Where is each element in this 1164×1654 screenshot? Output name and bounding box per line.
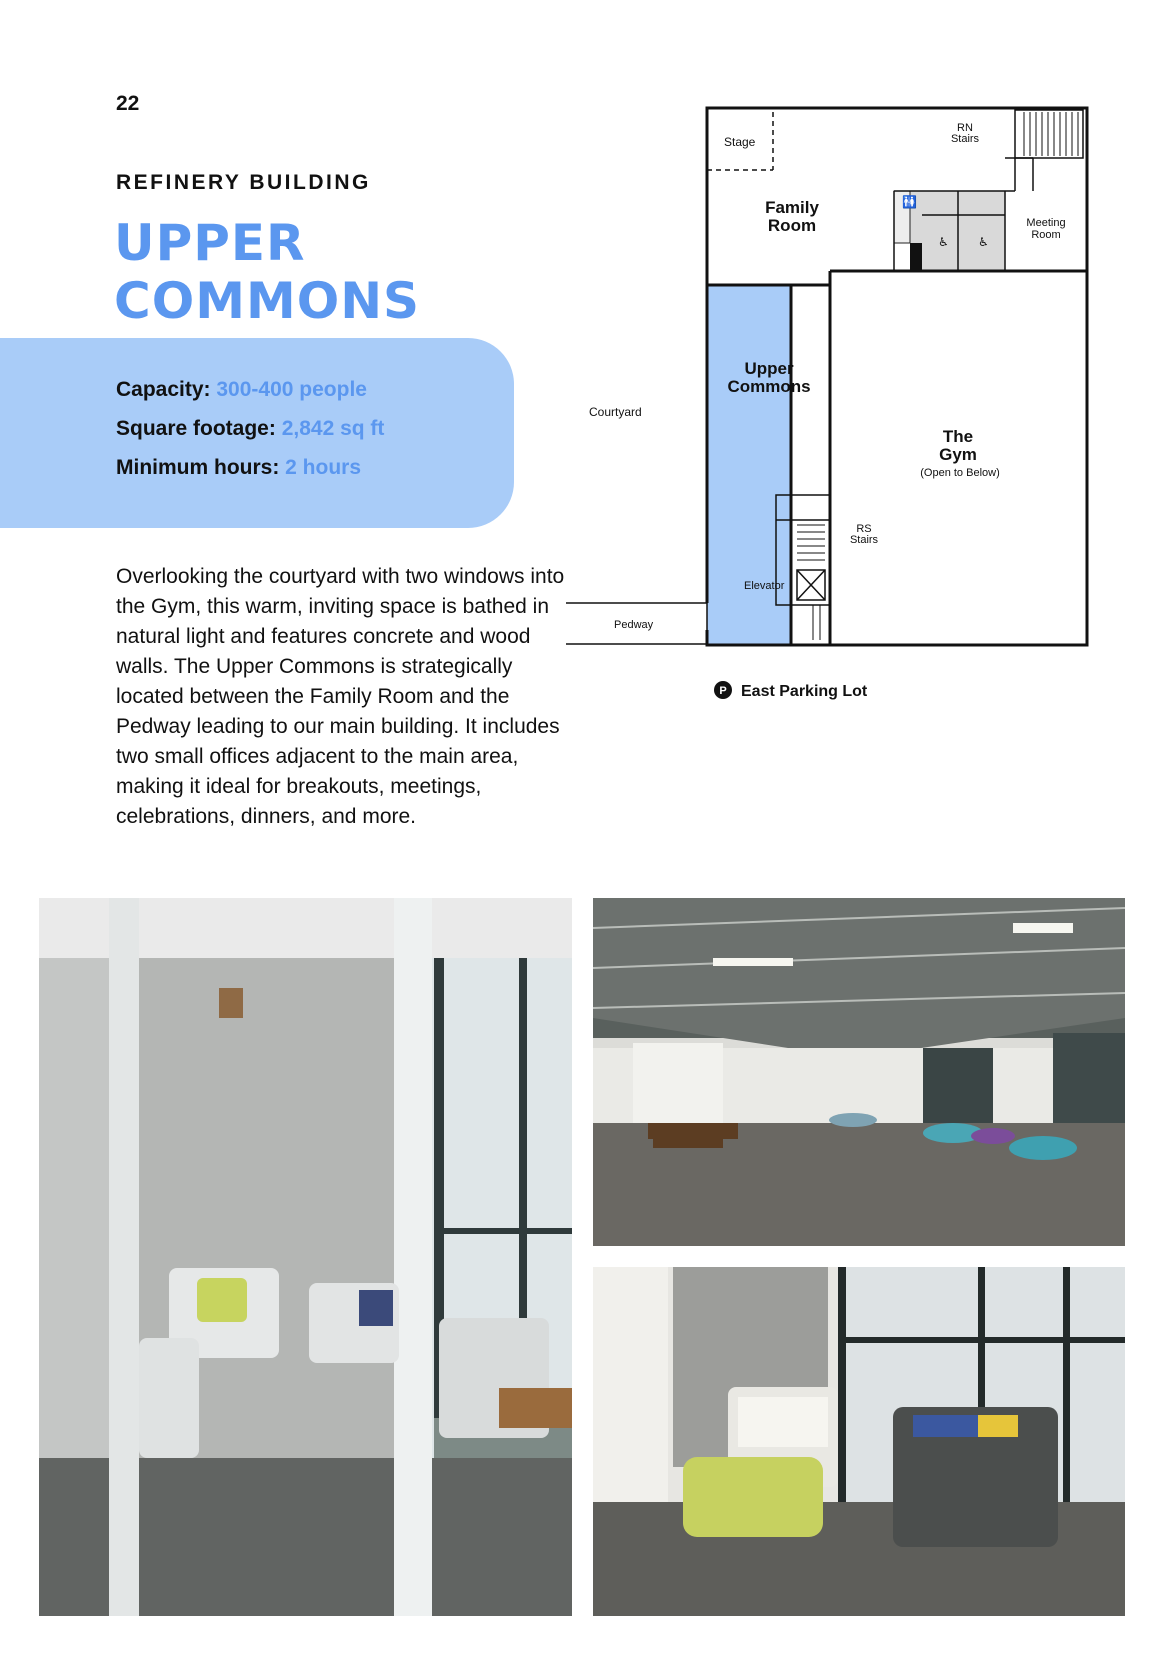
hours-value: 2 hours <box>285 456 362 479</box>
accessible-icon: ♿ <box>978 235 989 249</box>
floor-plan <box>560 100 1100 710</box>
label-rn-stairs-1: RN <box>957 122 973 134</box>
lounge-seating-photo <box>593 1267 1125 1616</box>
label-gym-note: (Open to Below) <box>920 467 1000 479</box>
page-number: 22 <box>116 92 140 115</box>
page-title <box>114 214 554 330</box>
label-family-room-1: Family <box>765 198 819 217</box>
parking-badge: P <box>719 685 727 697</box>
restroom-black-wall <box>910 243 922 271</box>
hours-row <box>116 456 361 480</box>
sqft-label: Square footage: <box>116 417 276 440</box>
upper-commons-hall-photo <box>593 898 1125 1246</box>
accessible-icon: ♿ <box>938 235 949 249</box>
title-line-2: COMMONS <box>114 272 421 330</box>
label-stage: Stage <box>724 135 756 149</box>
label-rs-stairs-1: RS <box>856 523 872 535</box>
office-lounge-photo <box>39 898 572 1616</box>
restroom-icon: 🚻 <box>902 195 917 209</box>
hours-label: Minimum hours: <box>116 456 280 479</box>
parking-label: East Parking Lot <box>741 683 868 700</box>
label-gym-2: Gym <box>939 445 977 464</box>
label-pedway: Pedway <box>614 619 654 631</box>
label-courtyard: Courtyard <box>589 405 642 419</box>
label-upper-commons-2: Commons <box>727 377 811 396</box>
label-upper-commons-1: Upper <box>744 359 794 378</box>
label-meeting-room-1: Meeting <box>1026 217 1066 229</box>
label-meeting-room-2: Room <box>1031 229 1061 241</box>
label-rn-stairs-2: Stairs <box>950 133 980 145</box>
label-elevator: Elevator <box>744 580 785 592</box>
label-gym-1: The <box>942 427 974 446</box>
label-rs-stairs-2: Stairs <box>849 534 879 546</box>
capacity-label: Capacity: <box>116 378 211 401</box>
description-paragraph: Overlooking the courtyard with two windows into the Gym, this warm, inviting space is bathed in natural light and features concrete and wood walls. The Upper Commons is strategically located between the Family Room and the Pedway leading to our main building. It includes two small offices adjacent to the main area, making it ideal for breakouts, meetings, celebrations, dinners, and more. <box>116 565 565 828</box>
sqft-value: 2,842 sq ft <box>281 417 385 440</box>
label-family-room-2: Room <box>767 216 817 235</box>
capacity-value: 300-400 people <box>216 378 367 401</box>
capacity-row <box>116 378 367 402</box>
title-line-1: UPPER <box>114 214 306 272</box>
section-eyebrow: REFINERY BUILDING <box>116 171 371 194</box>
sqft-row <box>116 417 384 441</box>
